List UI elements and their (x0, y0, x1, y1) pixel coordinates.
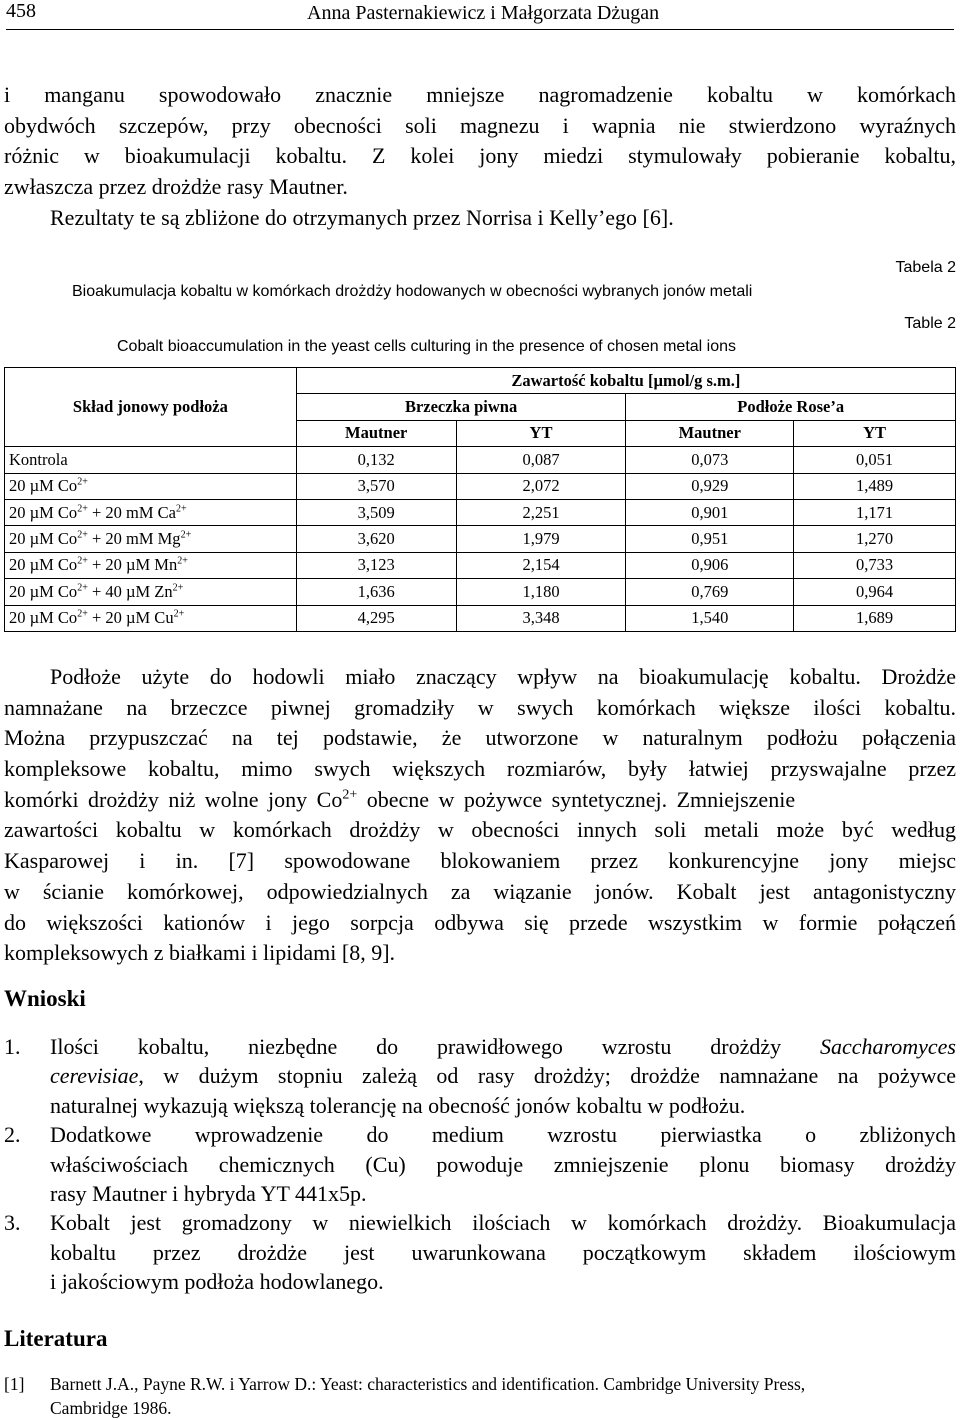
table-cell: 3,348 (456, 605, 626, 631)
text-line: i jakościowym podłoża hodowlanego. (50, 1269, 384, 1295)
list-item (4, 1032, 956, 1120)
text-line (50, 1061, 956, 1090)
table-cell: 0,929 (626, 473, 794, 499)
text-fragment: Ilości kobaltu, niezbędne do prawidłowego wzrostu drożdży (50, 1034, 820, 1059)
row-label-text: 20 µM Co (9, 529, 78, 549)
table-cell: 0,733 (794, 552, 956, 578)
table-row (5, 605, 956, 631)
species-name: Saccharomyces (819, 1034, 956, 1059)
table-cell: 0,132 (296, 447, 456, 473)
table-cell: 2,072 (456, 473, 626, 499)
table-cell: 1,180 (456, 579, 626, 605)
text-line: w ścianie komórkowej, odpowiedzialnych za wiązanie jonów. Kobalt jest antagonistyczny (4, 878, 956, 904)
text-line: Barnett J.A., Payne R.W. i Yarrow D.: Yeast: characteristics and identification. Cambridge University Press, (50, 1374, 806, 1394)
text-line: obydwóch szczepów, przy obecności soli magnezu i wapnia nie stwierdzono wyraźnych (4, 112, 956, 138)
charge-superscript: 2+ (77, 476, 88, 488)
row-label: Kontrola (5, 447, 297, 473)
table-cell: 1,979 (456, 526, 626, 552)
text-line: Cambridge 1986. (50, 1398, 172, 1418)
table-row (5, 499, 956, 525)
table-cell: 2,251 (456, 499, 626, 525)
row-label (5, 499, 297, 525)
discussion-paragraph (4, 662, 956, 969)
charge-superscript: 2+ (77, 529, 88, 541)
charge-superscript: 2+ (180, 529, 192, 541)
text-fragment: obecne w pożywce syntetycznej. Zmniejszenie (357, 786, 796, 812)
table-cell: 1,489 (794, 473, 956, 499)
text-line: Kasparowej i in. [7] spowodowane blokowaniem przez konkurencyjne jony miejsc (4, 848, 956, 874)
row-label-text: 20 µM Co (9, 608, 78, 628)
charge-superscript: 2+ (77, 608, 88, 620)
table-cell: 3,509 (296, 499, 456, 525)
row-label-text: 20 µM Co (9, 581, 78, 601)
text-line: kobaltu przez drożdże jest uwarunkowana początkowym składem ilościowym (50, 1239, 956, 1265)
species-name: cerevisiae (50, 1063, 139, 1089)
table-cell: 3,620 (296, 526, 456, 552)
row-label-text: 20 µM Co (9, 502, 78, 522)
running-header-authors: Anna Pasternakiewicz i Małgorzata Dżugan (307, 2, 660, 24)
row-label-text: + 20 µM Mn (87, 555, 178, 575)
table-title-pl: Bioakumulacja kobaltu w komórkach drożdży hodowanych w obecności wybranych jonów metali (72, 283, 753, 300)
table-cell: 3,570 (296, 473, 456, 499)
charge-superscript: 2+ (77, 555, 88, 567)
reference-item (4, 1372, 956, 1420)
table-header-row (5, 368, 956, 394)
strain-header: Mautner (296, 420, 456, 446)
charge-superscript: 2+ (177, 555, 188, 567)
table-cell: 0,073 (626, 447, 794, 473)
text-line: Rezultaty te są zbliżone do otrzymanych przez Norrisa i Kelly’ego [6]. (50, 204, 674, 230)
table-label-en: Table 2 (904, 315, 956, 332)
text-line: i manganu spowodowało znacznie mniejsze nagromadzenie kobaltu w komórkach (4, 82, 956, 107)
table-cell: 0,906 (626, 552, 794, 578)
strain-header: YT (456, 420, 626, 446)
table-cell: 1,636 (296, 579, 456, 605)
charge-superscript: 2+ (342, 787, 358, 803)
text-line: rasy Mautner i hybryda YT 441x5p. (50, 1181, 367, 1207)
text-line: namnażane na brzeczce piwnej gromadziły w swych komórkach większe ilości kobaltu. (4, 694, 956, 720)
intro-paragraph (4, 80, 956, 233)
text-line: kompleksowych z białkami i lipidami [8, 9]. (4, 940, 396, 966)
table-cell: 0,951 (626, 526, 794, 552)
strain-header: Mautner (626, 420, 794, 446)
list-item (4, 1120, 956, 1208)
row-label-text: 20 µM Co (9, 555, 78, 575)
medium-header: Podłoże Rose’a (626, 394, 956, 420)
table-row (5, 552, 956, 578)
text-line: Kobalt jest gromadzony w niewielkich ilościach w komórkach drożdży. Bioakumulacja (50, 1210, 956, 1236)
table-cell: 0,087 (456, 447, 626, 473)
text-fragment: komórki drożdży niż wolne jony Co (4, 786, 343, 812)
table-label-pl: Tabela 2 (895, 259, 956, 276)
list-number: 1. (4, 1034, 21, 1059)
charge-superscript: 2+ (175, 503, 187, 515)
text-line: zawartości kobaltu w komórkach drożdży w obecności innych soli metali może być według (4, 817, 956, 843)
table-cell: 0,769 (626, 579, 794, 605)
header-rule (6, 29, 954, 30)
row-label (5, 473, 297, 499)
charge-superscript: 2+ (172, 582, 184, 594)
table-row (5, 526, 956, 552)
running-header (6, 0, 954, 30)
list-number: 3. (4, 1210, 21, 1236)
charge-superscript: 2+ (77, 503, 88, 515)
cobalt-bioaccumulation-table (4, 367, 956, 632)
page-number: 458 (6, 0, 36, 22)
reference-body (4, 1372, 956, 1420)
text-line: właściwościach chemicznych (Cu) powoduje zmniejszenie plonu biomasy drożdży (50, 1151, 956, 1177)
table-cell: 0,964 (794, 579, 956, 605)
text-line: Dodatkowe wprowadzenie do medium wzrostu pierwiastka o zbliżonych (50, 1122, 956, 1148)
charge-superscript: 2+ (173, 608, 185, 620)
cobalt-content-header: Zawartość kobaltu [µmol/g s.m.] (296, 368, 955, 394)
text-line: różnic w bioakumulacji kobaltu. Z kolei jony miedzi stymulowały pobieranie kobaltu, (4, 143, 956, 169)
table-cell: 0,901 (626, 499, 794, 525)
row-label (5, 552, 297, 578)
row-label (5, 579, 297, 605)
table-cell: 0,051 (794, 447, 956, 473)
table-row (5, 579, 956, 605)
table-row (5, 473, 956, 499)
table-cell: 4,295 (296, 605, 456, 631)
text-line: naturalnej wykazują większą tolerancję na obecność jonów kobaltu w podłożu. (50, 1092, 746, 1118)
text-line: Można przypuszczać na tej podstawie, że utworzone w naturalnym podłożu połączenia (4, 725, 956, 751)
row-header-cell: Skład jonowy podłoża (5, 368, 297, 447)
medium-header: Brzeczka piwna (296, 394, 626, 420)
conclusions-list (4, 1032, 956, 1297)
text-line (4, 785, 956, 816)
table-title-en: Cobalt bioaccumulation in the yeast cells culturing in the presence of chosen metal ions (117, 338, 737, 355)
table-cell: 1,689 (794, 605, 956, 631)
row-label-text: + 20 mM Mg (87, 529, 181, 549)
table-cell: 3,123 (296, 552, 456, 578)
row-label-text: + 20 µM Cu (87, 608, 174, 628)
row-label-text: + 20 mM Ca (87, 502, 176, 522)
row-label-text: 20 µM Co (9, 476, 78, 496)
charge-superscript: 2+ (77, 582, 88, 594)
conclusions-heading: Wnioski (4, 986, 86, 1011)
table-cell: 1,171 (794, 499, 956, 525)
row-label (5, 526, 297, 552)
table-cell: 2,154 (456, 552, 626, 578)
list-item (4, 1208, 956, 1296)
references-heading: Literatura (4, 1326, 108, 1351)
text-line: do większości kationów i jego sorpcja odbywa się przede wszystkim w formie połączeń (4, 909, 956, 935)
row-label-text: + 40 µM Zn (87, 581, 173, 601)
strain-header: YT (794, 420, 956, 446)
text-line (50, 1032, 956, 1061)
list-number: 2. (4, 1122, 21, 1148)
text-line: kompleksowe kobaltu, mimo swych większych rozmiarów, były łatwiej przyswajalne przez (4, 756, 956, 782)
table-row (5, 447, 956, 473)
table-cell: 1,540 (626, 605, 794, 631)
row-label (5, 605, 297, 631)
reference-number: [1] (4, 1374, 25, 1394)
text-line: Podłoże użyte do hodowli miało znaczący wpływ na bioakumulację kobaltu. Drożdże (50, 664, 956, 689)
table-cell: 1,270 (794, 526, 956, 552)
text-line: zwłaszcza przez drożdże rasy Mautner. (4, 174, 348, 200)
text-fragment: , w dużym stopniu zależą od rasy drożdży; drożdże namnażane na pożywce (138, 1063, 956, 1089)
